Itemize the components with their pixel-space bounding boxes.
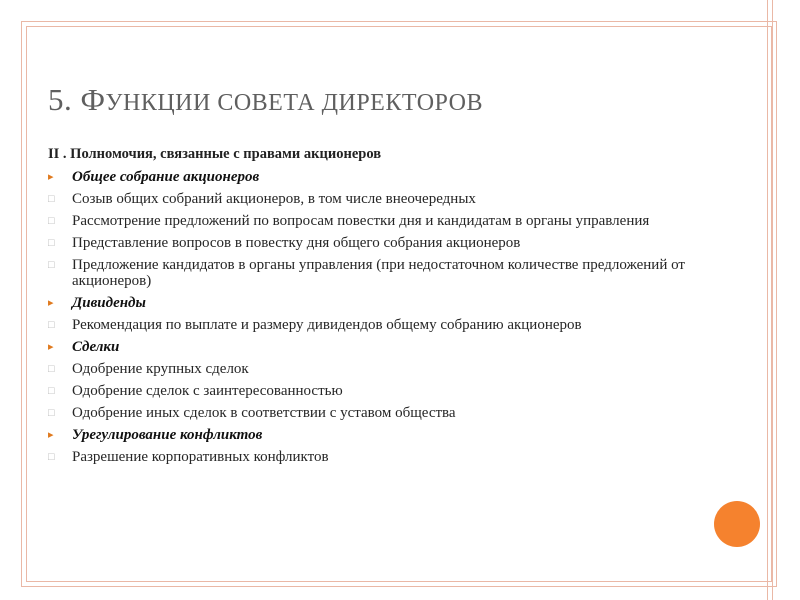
list-item-text: Урегулирование конфликтов <box>72 427 263 443</box>
right-vertical-rule <box>772 0 773 600</box>
square-bullet-icon: □ <box>48 363 55 375</box>
list-item-text: Одобрение сделок с заинтересованностью <box>72 383 343 399</box>
orange-circle-decoration <box>714 501 760 547</box>
arrow-bullet-icon: ▸ <box>48 341 54 353</box>
slide-title-rest: УНКЦИИ СОВЕТА ДИРЕКТОРОВ <box>105 90 484 116</box>
square-bullet-icon: □ <box>48 319 55 331</box>
list-item-text: Представление вопросов в повестку дня общего собрания акционеров <box>72 235 521 251</box>
square-bullet-icon: □ <box>48 407 55 419</box>
list-item-section <box>48 295 698 311</box>
square-bullet-icon: □ <box>48 215 55 227</box>
right-vertical-rule <box>767 0 768 600</box>
arrow-bullet-icon: ▸ <box>48 297 54 309</box>
list-item <box>48 191 698 207</box>
list-item-text: Общее собрание акционеров <box>72 169 260 185</box>
list-item-text: Разрешение корпоративных конфликтов <box>72 449 329 465</box>
list-item <box>48 235 698 251</box>
arrow-bullet-icon: ▸ <box>48 171 54 183</box>
slide-title-number: 5. Ф <box>48 82 106 117</box>
list-item-section <box>48 169 698 185</box>
list-item-text: Одобрение крупных сделок <box>72 361 249 377</box>
list-item <box>48 405 698 421</box>
square-bullet-icon: □ <box>48 451 55 463</box>
square-bullet-icon: □ <box>48 237 55 249</box>
list-item <box>48 257 698 289</box>
arrow-bullet-icon: ▸ <box>48 429 54 441</box>
list-item-section <box>48 339 698 355</box>
list-item <box>48 213 698 229</box>
list-item <box>48 383 698 399</box>
list-item-text: Рекомендация по выплате и размеру дивидендов общему собранию акционеров <box>72 317 582 333</box>
square-bullet-icon: □ <box>48 385 55 397</box>
list-item-section <box>48 427 698 443</box>
list-item <box>48 361 698 377</box>
slide-subheading: II . Полномочия, связанные с правами акционеров <box>48 146 382 162</box>
list-item <box>48 317 698 333</box>
list-item-text: Рассмотрение предложений по вопросам повестки дня и кандидатам в органы управления <box>72 213 650 229</box>
list-item-text: Дивиденды <box>72 295 146 311</box>
list-item <box>48 449 698 465</box>
list-item-text: Предложение кандидатов в органы управления (при недостаточном количестве предложений от акционеров) <box>72 257 685 289</box>
square-bullet-icon: □ <box>48 259 55 271</box>
list-item-text: Одобрение иных сделок в соответствии с уставом общества <box>72 405 456 421</box>
list-item-text: Созыв общих собраний акционеров, в том числе внеочередных <box>72 191 476 207</box>
slide-title <box>48 82 483 118</box>
square-bullet-icon: □ <box>48 193 55 205</box>
bullet-list <box>48 169 698 471</box>
list-item-text: Сделки <box>72 339 120 355</box>
